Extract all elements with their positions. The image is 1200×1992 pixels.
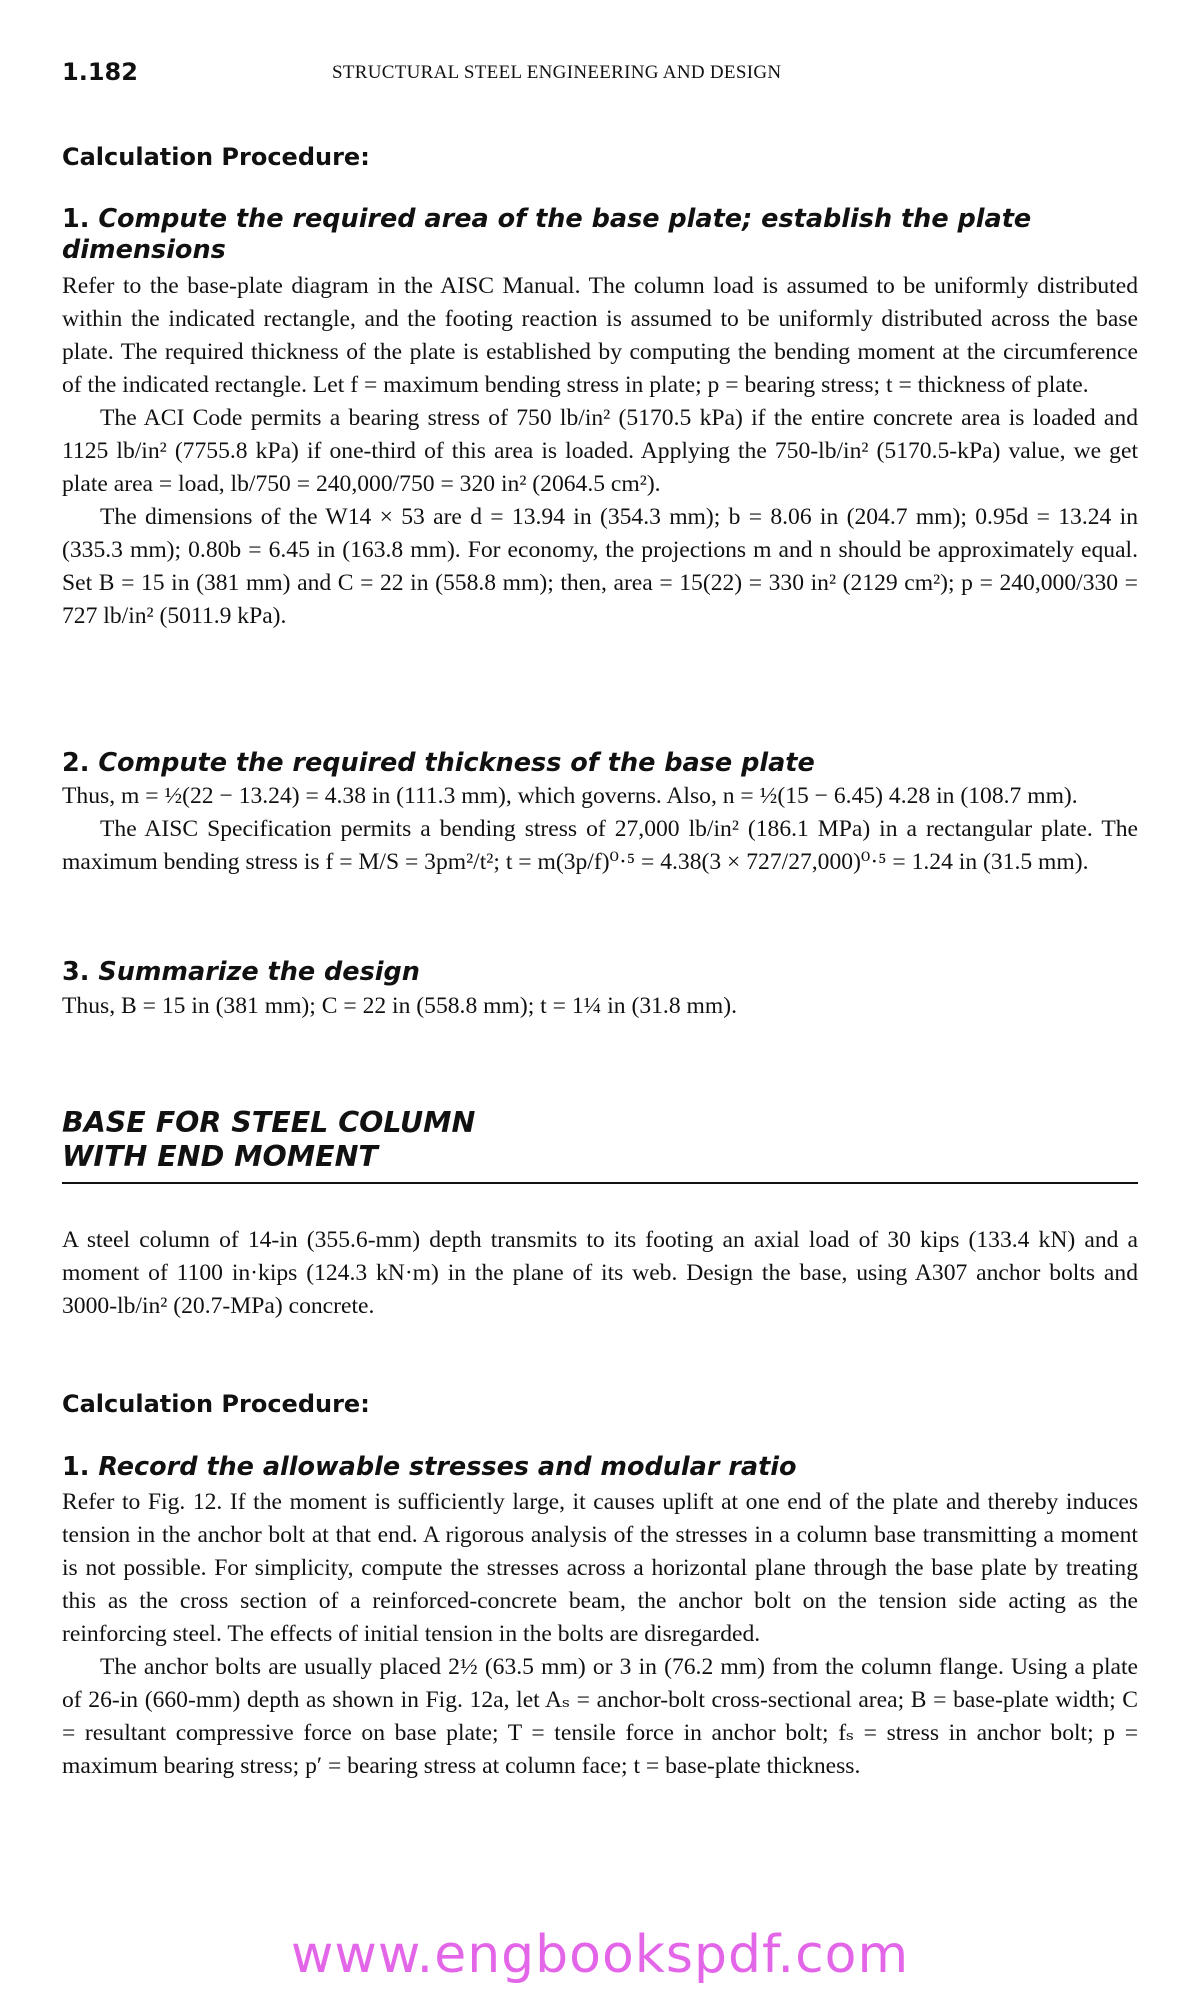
watermark-link[interactable]: www.engbookspdf.com	[290, 1925, 910, 1985]
step-number: 1.	[62, 204, 90, 234]
paragraph: The dimensions of the W14 × 53 are d = 13.94 in (354.3 mm); b = 8.06 in (204.7 mm); 0.95d = 13.24 in (335.3 mm); 0.80b = 6.45 in (163.8 mm). For economy, the projections m and n should be approximately equal. Set B = 15 in (381 mm) and C = 22 in (558.8 mm); then, area = 15(22) = 330 in² (2129 cm²); p = 240,000/330 = 727 lb/in² (5011.9 kPa).	[62, 504, 1138, 629]
step-body	[62, 780, 1138, 879]
procedure-heading: Calculation Procedure:	[62, 143, 370, 171]
procedure-heading: Calculation Procedure:	[62, 1390, 370, 1418]
step-heading	[62, 748, 1138, 779]
paragraph: The anchor bolts are usually placed 2½ (63.5 mm) or 3 in (76.2 mm) from the column flange. Using a plate of 26-in (660-mm) depth as shown in Fig. 12a, let Aₛ = anchor-bolt cross-sectional area; B = base-plate width; C = resultant compressive force on base plate; T = tensile force in anchor bolt; fₛ = stress in anchor bolt; p = maximum bearing stress; p′ = bearing stress at column face; t = base-plate thickness.	[62, 1654, 1138, 1779]
step-heading	[62, 1452, 1138, 1483]
paragraph: The ACI Code permits a bearing stress of 750 lb/in² (5170.5 kPa) if the entire concrete area is loaded and 1125 lb/in² (7755.8 kPa) if one-third of this area is loaded. Applying the 750-lb/in² (5170.5-kPa) value, we get plate area = load, lb/750 = 240,000/750 = 320 in² (2064.5 cm²).	[62, 405, 1138, 497]
paragraph: Refer to Fig. 12. If the moment is sufficiently large, it causes uplift at one end of the plate and thereby induces tension in the anchor bolt at that end. A rigorous analysis of the stresses in a column base transmitting a moment is not possible. For simplicity, compute the stresses across a horizontal plane through the base plate by treating this as the cross section of a reinforced-concrete beam, the anchor bolt on the tension side acting as the reinforcing steel. The effects of initial tension in the bolts are disregarded.	[62, 1489, 1138, 1647]
step-heading	[62, 204, 1138, 266]
step-number: 1.	[62, 1452, 90, 1482]
step-number: 2.	[62, 748, 90, 778]
step-body	[62, 270, 1138, 633]
paragraph: Thus, B = 15 in (381 mm); C = 22 in (558.8 mm); t = 1¼ in (31.8 mm).	[62, 993, 737, 1019]
running-title: STRUCTURAL STEEL ENGINEERING AND DESIGN	[332, 62, 782, 83]
paragraph: A steel column of 14-in (355.6-mm) depth transmits to its footing an axial load of 30 kips (133.4 kN) and a moment of 1100 in·kips (124.3 kN·m) in the plane of its web. Design the base, using A307 anchor bolts and 3000-lb/in² (20.7-MPa) concrete.	[62, 1227, 1138, 1319]
section-intro	[62, 1224, 1138, 1323]
step-title: Summarize the design	[98, 957, 420, 987]
step-body	[62, 990, 1138, 1023]
step-heading	[62, 957, 1138, 988]
section-title-line: BASE FOR STEEL COLUMN	[62, 1106, 476, 1139]
step-body	[62, 1486, 1138, 1783]
paragraph: Thus, m = ½(22 − 13.24) = 4.38 in (111.3 mm), which governs. Also, n = ½(15 − 6.45) 4.28 in (108.7 mm).	[62, 783, 1078, 809]
section-rule	[62, 1182, 1138, 1184]
step-title: Compute the required thickness of the base plate	[98, 748, 815, 778]
step-title: Compute the required area of the base plate; establish the plate dimensions	[62, 204, 1032, 265]
page-header	[62, 58, 1138, 94]
section-title-line: WITH END MOMENT	[62, 1140, 378, 1173]
paragraph: The AISC Specification permits a bending stress of 27,000 lb/in² (186.1 MPa) in a rectangular plate. The maximum bending stress is f = M/S = 3pm²/t²; t = m(3p/f)⁰·⁵ = 4.38(3 × 727/27,000)⁰·⁵ = 1.24 in (31.5 mm).	[62, 816, 1138, 875]
step-title: Record the allowable stresses and modular ratio	[98, 1452, 797, 1482]
step-number: 3.	[62, 957, 90, 987]
paragraph: Refer to the base-plate diagram in the AISC Manual. The column load is assumed to be uniformly distributed within the indicated rectangle, and the footing reaction is assumed to be uniformly distributed across the base plate. The required thickness of the plate is established by computing the bending moment at the circumference of the indicated rectangle. Let f = maximum bending stress in plate; p = bearing stress; t = thickness of plate.	[62, 273, 1138, 398]
section-title	[62, 1106, 1138, 1174]
page-number: 1.182	[62, 58, 138, 86]
